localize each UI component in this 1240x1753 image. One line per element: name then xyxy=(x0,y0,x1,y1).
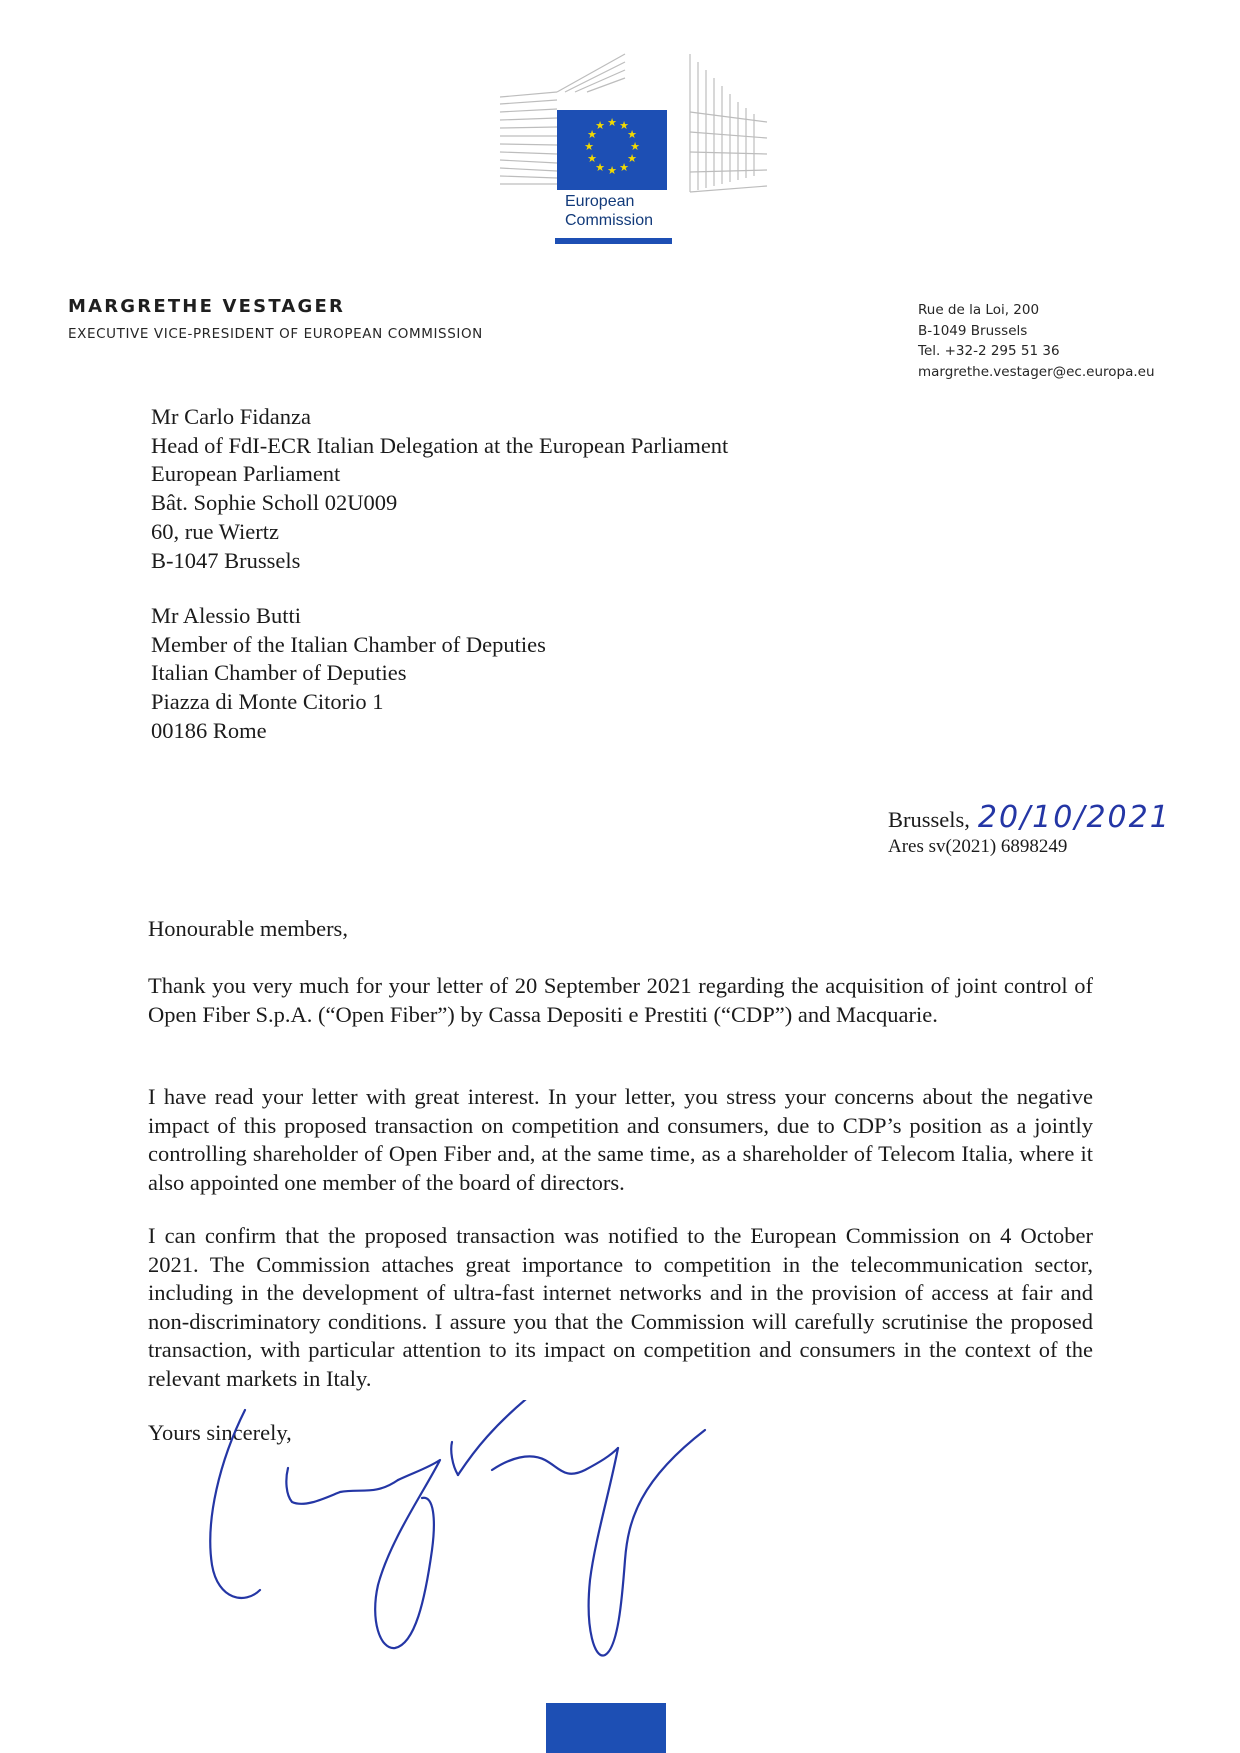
sender-address-line: B-1049 Brussels xyxy=(918,322,1028,339)
sender-name: MARGRETHE VESTAGER xyxy=(68,296,346,317)
recipient-address-butti xyxy=(151,602,546,746)
salutation: Honourable members, xyxy=(148,916,348,941)
recipient-line: Piazza di Monte Citorio 1 xyxy=(151,689,384,715)
recipient-line: B-1047 Brussels xyxy=(151,547,301,573)
svg-text:★: ★ xyxy=(584,140,594,153)
footer-brand-bar xyxy=(546,1703,666,1753)
recipient-line: 00186 Rome xyxy=(151,717,267,743)
recipient-line: Head of FdI-ECR Italian Delegation at the European Parliament xyxy=(151,432,729,458)
recipient-line: Member of the Italian Chamber of Deputies xyxy=(151,631,546,657)
svg-text:★: ★ xyxy=(607,164,617,177)
svg-text:★: ★ xyxy=(607,116,617,129)
body-paragraph: Thank you very much for your letter of 20 September 2021 regarding the acquisition of joint control of Open Fiber S.p.A. (“Open Fiber”) by Cassa Depositi e Prestiti (“CDP”) and Macquarie. xyxy=(148,973,1093,1027)
sender-address-line: Rue de la Loi, 200 xyxy=(918,302,1040,318)
svg-text:★: ★ xyxy=(595,161,605,174)
svg-text:★: ★ xyxy=(630,140,640,153)
recipient-line: Mr Carlo Fidanza xyxy=(151,404,311,429)
sender-title: EXECUTIVE VICE-PRESIDENT OF EUROPEAN COMMISSION xyxy=(68,326,483,342)
logo-underline xyxy=(555,238,672,244)
body-paragraph: I can confirm that the proposed transaction was notified to the European Commission on 4 October 2021. The Commission attaches great importance to competition in the telecommunication sector, including in the development of ultra-fast internet networks and in the provision of access at fair and non-discriminatory conditions. I assure you that the Commission will carefully scrutinise the proposed transaction, with particular attention to its impact on competition and consumers in the context of the relevant markets in Italy. xyxy=(148,1223,1093,1391)
svg-text:★: ★ xyxy=(595,119,605,132)
recipient-address-fidanza xyxy=(151,403,728,575)
sender-email: margrethe.vestager@ec.europa.eu xyxy=(918,363,1155,380)
ares-reference: Ares sv(2021) 6898249 xyxy=(888,836,1068,857)
svg-text:★: ★ xyxy=(627,128,637,141)
recipient-line: 60, rue Wiertz xyxy=(151,518,280,544)
svg-text:★: ★ xyxy=(587,128,597,141)
recipient-line: Italian Chamber of Deputies xyxy=(151,660,407,686)
svg-text:★: ★ xyxy=(619,161,629,174)
svg-text:★: ★ xyxy=(587,152,597,165)
date-place: Brussels, xyxy=(888,807,970,832)
logo-wordmark: European Commission xyxy=(565,193,654,229)
handwritten-date: 20/10/2021 xyxy=(977,800,1171,835)
recipient-line: Mr Alessio Butti xyxy=(151,603,302,628)
closing: Yours sincerely, xyxy=(148,1420,292,1445)
body-paragraph: I have read your letter with great interest. In your letter, you stress your concerns about the negative impact of this proposed transaction on competition and consumers, due to CDP’s position as a jointly controlling shareholder of Open Fiber and, at the same time, as a shareholder of Telecom Italia, where it also appointed one member of the board of directors. xyxy=(148,1084,1093,1195)
recipient-line: European Parliament xyxy=(151,461,341,487)
recipient-line: Bât. Sophie Scholl 02U009 xyxy=(151,490,398,516)
sender-address xyxy=(918,300,1155,382)
svg-text:★: ★ xyxy=(619,119,629,132)
svg-text:★: ★ xyxy=(627,152,637,165)
handwritten-signature xyxy=(200,1400,740,1680)
sender-address-line: Tel. +32-2 295 51 36 xyxy=(918,343,1060,359)
date-line xyxy=(888,800,1171,835)
